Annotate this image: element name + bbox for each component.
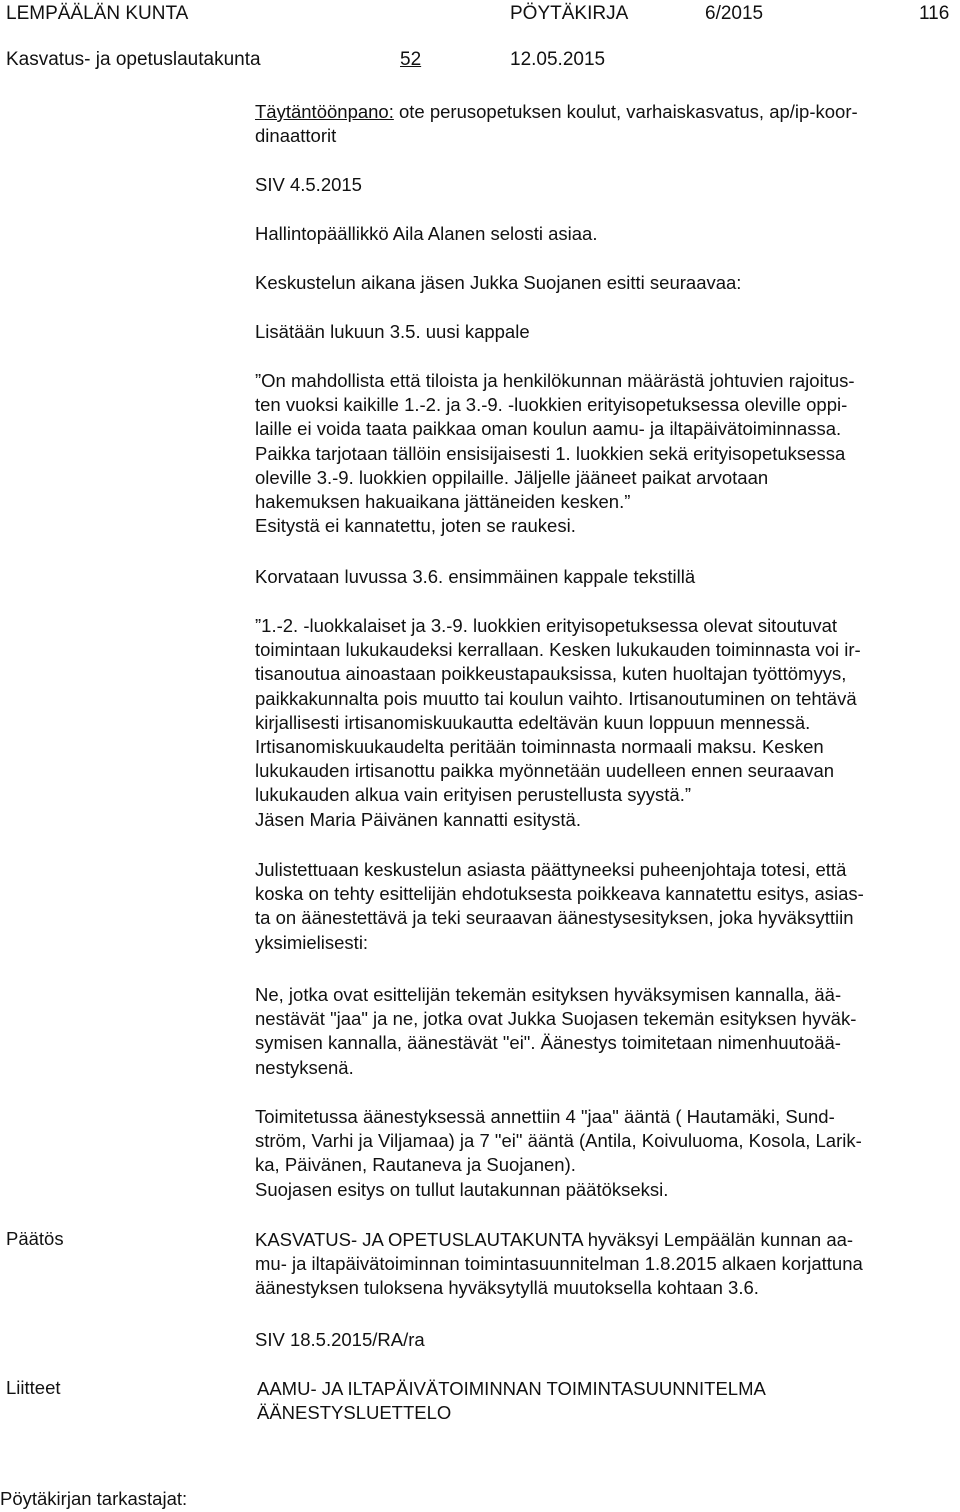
proposal-2 <box>255 614 955 832</box>
replacement-line: Korvataan luvussa 3.6. ensimmäinen kappale tekstillä <box>255 566 696 587</box>
implementation-text: ote perusopetuksen koulut, varhaiskasvatus, ap/ip-koor- <box>393 101 858 122</box>
paragraph-line: Suojasen esitys on tullut lautakunnan päätökseksi. <box>255 1178 669 1200</box>
paragraph-line: Ne, jotka ovat esittelijän tekemän esityksen hyväksymisen kannalla, ää- <box>255 984 842 1005</box>
paragraph-line: symisen kannalla, äänestävät "ei". Äänestys toimitetaan nimenhuutoää- <box>255 1032 841 1054</box>
paragraph-line: ten vuoksi kaikille 1.-2. ja 3.-9. -luokkien erityisopetuksessa oleville oppi- <box>255 394 848 416</box>
attachment-item: AAMU- JA ILTAPÄIVÄTOIMINNAN TOIMINTASUUNNITELMA <box>257 1378 766 1399</box>
paragraph-line: nestyksenä. <box>255 1056 354 1078</box>
inspectors-label: Pöytäkirjan tarkastajat: <box>0 1488 188 1509</box>
paragraph-line: äänestyksen tuloksena hyväksytyllä muutoksella kohtaan 3.6. <box>255 1277 759 1299</box>
attachment-item: ÄÄNESTYSLUETTELO <box>257 1402 452 1424</box>
paragraph-line: kirjallisesti irtisanomiskuukautta edeltävän kuun loppuun mennessä. <box>255 711 811 733</box>
chair-statement <box>255 858 955 955</box>
paragraph-line: toimintaan lukukaudeksi kerrallaan. Kesken lukukauden toiminnasta voi ir- <box>255 639 861 661</box>
siv-decision: SIV 18.5.2015/RA/ra <box>255 1329 425 1350</box>
paragraph-line: oleville 3.-9. luokkien oppilaille. Jäljelle jääneet paikat arvotaan <box>255 466 769 488</box>
paragraph-line: laille ei voida taata paikkaa oman koulun aamu- ja iltapäivätoiminnassa. <box>255 418 842 440</box>
paragraph-line: Jäsen Maria Päivänen kannatti esitystä. <box>255 808 581 830</box>
decision-text <box>255 1228 955 1301</box>
paragraph-line: ”On mahdollista että tiloista ja henkilökunnan määrästä johtuvien rajoitus- <box>255 370 855 391</box>
paragraph-line: Paikka tarjotaan tällöin ensisijaisesti 1. luokkien sekä erityisopetuksessa <box>255 442 846 464</box>
addition-line: Lisätään lukuun 3.5. uusi kappale <box>255 321 530 342</box>
page-number: 116 <box>919 3 950 24</box>
vote-result <box>255 1105 955 1202</box>
board-name: Kasvatus- ja opetuslautakunta <box>6 49 261 70</box>
discussion-line: Keskustelun aikana jäsen Jukka Suojanen esitti seuraavaa: <box>255 272 742 293</box>
paragraph-line: ström, Varhi ja Viljamaa) ja 7 "ei" ääntä (Antila, Koivuluoma, Kosola, Larik- <box>255 1130 862 1152</box>
document-type: PÖYTÄKIRJA <box>510 3 629 24</box>
vote-proposal <box>255 983 955 1080</box>
attachments-list <box>257 1377 957 1425</box>
paragraph-line: paikkakunnalta pois muutto tai koulun vaihto. Irtisanoutuminen on tehtävä <box>255 687 857 709</box>
paragraph-line: ka, Päivänen, Rautaneva ja Suojanen). <box>255 1154 576 1176</box>
presenter-line: Hallintopäällikkö Aila Alanen selosti asiaa. <box>255 223 598 244</box>
paragraph-line: lukukauden alkua vain erityisen perustellusta syystä.” <box>255 784 692 806</box>
paragraph-line: Toimitetussa äänestyksessä annettiin 4 "jaa" ääntä ( Hautamäki, Sund- <box>255 1106 835 1127</box>
paragraph-line: nestävät "jaa" ja ne, jotka ovat Jukka Suojasen tekemän esityksen hyväk- <box>255 1008 857 1030</box>
paragraph-line: yksimielisesti: <box>255 931 369 953</box>
paragraph-line: ”1.-2. -luokkalaiset ja 3.-9. luokkien erityisopetuksessa olevat sitoutuvat <box>255 615 838 636</box>
paragraph-line: ta on äänestettävä ja teki seuraavan äänestysesityksen, joka hyväksyttiin <box>255 907 854 929</box>
proposal-1 <box>255 369 955 538</box>
decision-label: Päätös <box>6 1228 64 1249</box>
document-number: 6/2015 <box>705 3 764 24</box>
attachments-label: Liitteet <box>6 1377 61 1398</box>
paragraph-line: tisanoutua ainoastaan poikkeustapauksissa, kuten huoltajan työttömyys, <box>255 663 847 685</box>
meeting-date: 12.05.2015 <box>510 49 606 70</box>
implementation-label: Täytäntöönpano: <box>255 101 394 122</box>
paragraph-line: mu- ja iltapäivätoiminnan toimintasuunnitelman 1.8.2015 alkaen korjattuna <box>255 1253 863 1275</box>
paragraph-line: lukukauden irtisanottu paikka myönnetään uudelleen ennen seuraavan <box>255 760 835 782</box>
paragraph-line: hakemuksen hakuaikana jättäneiden kesken.” <box>255 491 631 513</box>
implementation-note <box>255 100 955 148</box>
implementation-text-cont: dinaattorit <box>255 125 337 147</box>
paragraph-line: Julistettuaan keskustelun asiasta päättyneeksi puheenjohtaja totesi, että <box>255 859 847 880</box>
paragraph-line: Esitystä ei kannatettu, joten se raukesi. <box>255 515 576 537</box>
siv-first: SIV 4.5.2015 <box>255 174 362 195</box>
municipality-name: LEMPÄÄLÄN KUNTA <box>6 3 189 24</box>
paragraph-line: Irtisanomiskuukaudelta peritään toiminnasta normaali maksu. Kesken <box>255 736 824 758</box>
paragraph-line: KASVATUS- JA OPETUSLAUTAKUNTA hyväksyi Lempäälän kunnan aa- <box>255 1229 854 1250</box>
paragraph-line: koska on tehty esittelijän ehdotuksesta poikkeava kannatettu esitys, asias- <box>255 883 864 905</box>
section-number: 52 <box>400 49 422 70</box>
